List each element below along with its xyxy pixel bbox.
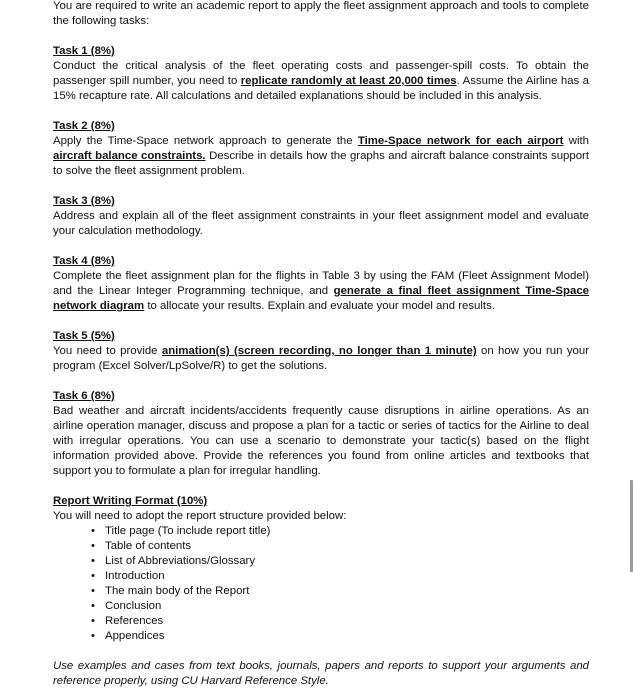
task-emphasis: animation(s) (screen recording, no longer than 1 minute) — [161, 345, 477, 357]
task-text: Conduct the critical analysis of the fleet operating costs and passenger-spill costs. To obtain the passenger spill number, you need to — [53, 60, 589, 87]
task-body — [53, 134, 589, 179]
task-title: Task 3 (8%) — [53, 195, 115, 207]
document-page — [53, 0, 589, 689]
bullet-icon: • — [91, 555, 95, 567]
report-structure-item — [91, 599, 589, 614]
task-emphasis: Time-Space network for each airport — [357, 135, 564, 147]
task-text: with — [563, 135, 589, 147]
report-format-section — [53, 494, 589, 644]
report-structure-item-label: Table of contents — [105, 540, 192, 552]
report-structure-item-label: Introduction — [105, 570, 165, 582]
task-section — [53, 329, 589, 374]
task-text: Apply the Time-Space network approach to generate the — [53, 135, 358, 147]
task-section — [53, 194, 589, 239]
task-title: Task 4 (8%) — [53, 255, 115, 267]
task-text: on how you run your program (Excel Solver/LpSolve/R) to get the solutions. — [53, 345, 590, 372]
task-title: Task 1 (8%) — [53, 45, 115, 57]
report-structure-item-label: List of Abbreviations/Glossary — [105, 555, 256, 567]
report-structure-item — [91, 524, 589, 539]
bullet-icon: • — [91, 525, 95, 537]
report-structure-item-label: The main body of the Report — [105, 585, 250, 597]
task-section — [53, 389, 589, 479]
task-list — [53, 44, 589, 479]
task-section — [53, 44, 589, 104]
task-emphasis: generate a final fleet assignment Time-Space network diagram — [53, 285, 589, 312]
footer-note: Use examples and cases from text books, journals, papers and reports to support your arguments and reference properly, using CU Harvard Reference Style. — [53, 660, 589, 687]
report-structure-item — [91, 584, 589, 599]
report-structure-item-label: References — [105, 615, 164, 627]
intro-paragraph: You are required to write an academic report to apply the fleet assignment approach and tools to complete the following tasks: — [53, 0, 589, 27]
task-text: to allocate your results. Explain and evaluate your model and results. — [144, 300, 495, 312]
report-structure-item — [91, 614, 589, 629]
task-text: You need to provide — [53, 345, 162, 357]
task-body — [53, 59, 589, 104]
bullet-icon: • — [91, 600, 95, 612]
task-text: Bad weather and aircraft incidents/accidents frequently cause disruptions in airline operations. As an airline operation manager, discuss and propose a plan for a tactic or series of tactics for the Airline to deal with irregular operations. You can use a scenario to demonstrate your tactic(s) based on the flight information provided above. Provide the references you found from online articles and textbooks that support you to formulate a plan for irregular handling. — [53, 405, 589, 477]
task-title: Task 6 (8%) — [53, 390, 115, 402]
report-structure-item-label: Appendices — [105, 630, 165, 642]
bullet-icon: • — [91, 570, 95, 582]
task-body — [53, 404, 589, 479]
report-structure-item-label: Title page (To include report title) — [105, 525, 271, 537]
bullet-icon: • — [91, 585, 95, 597]
report-structure-list — [53, 524, 589, 644]
report-structure-item-label: Conclusion — [105, 600, 162, 612]
task-emphasis: aircraft balance constraints. — [53, 150, 206, 162]
task-title: Task 5 (5%) — [53, 330, 115, 342]
report-format-lead: You will need to adopt the report structure provided below: — [53, 510, 347, 522]
task-emphasis: replicate randomly at least 20,000 times — [240, 75, 457, 87]
bullet-icon: • — [91, 540, 95, 552]
task-text: Describe in details how the graphs and aircraft balance constraints support to solve the fleet assignment problem. — [53, 150, 589, 177]
task-body — [53, 269, 589, 314]
task-text: Address and explain all of the fleet assignment constraints in your fleet assignment model and evaluate your calculation methodology. — [53, 210, 589, 237]
task-body — [53, 209, 589, 239]
task-section — [53, 254, 589, 314]
bullet-icon: • — [91, 630, 95, 642]
report-structure-item — [91, 554, 589, 569]
report-structure-item — [91, 569, 589, 584]
task-text: . Assume the Airline has a 15% recapture rate. All calculations and detailed explanations should be included in this analysis. — [53, 75, 589, 102]
report-structure-item — [91, 539, 589, 554]
task-body — [53, 344, 589, 374]
task-title: Task 2 (8%) — [53, 120, 115, 132]
bullet-icon: • — [91, 615, 95, 627]
report-format-title: Report Writing Format (10%) — [53, 495, 208, 507]
task-section — [53, 119, 589, 179]
task-text: Complete the fleet assignment plan for the flights in Table 3 by using the FAM (Fleet Assignment Model) and the Linear Integer Programming technique, and — [53, 270, 589, 297]
report-structure-item — [91, 629, 589, 644]
